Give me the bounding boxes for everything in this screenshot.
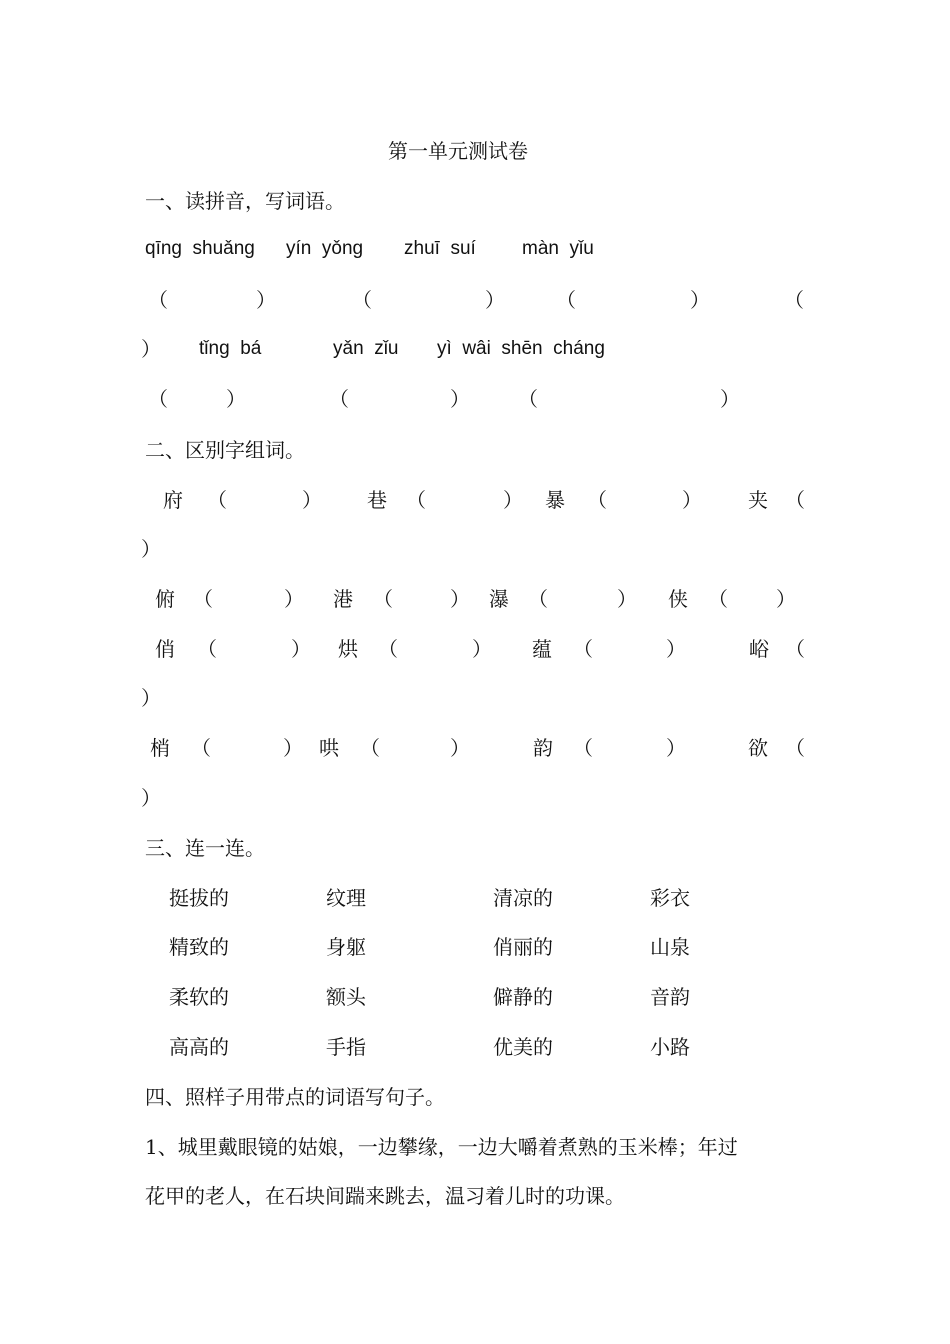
answer-blank-close: ） <box>141 337 161 361</box>
answer-blank-close: ） <box>720 387 740 411</box>
answer-blank-close: ） <box>141 686 161 710</box>
answer-blank-open[interactable]: （ <box>528 587 548 611</box>
pinyin-yan-ziu: yǎn zǐu <box>333 338 399 359</box>
answer-blank-open[interactable]: （ <box>784 288 804 312</box>
answer-blank-close: ） <box>682 488 702 512</box>
answer-blank-open[interactable]: （ <box>708 587 728 611</box>
answer-blank-close: ） <box>666 736 686 760</box>
answer-blank-open[interactable]: （ <box>193 587 213 611</box>
answer-blank-close: ） <box>450 736 470 760</box>
char-item: 烘 <box>338 637 358 661</box>
answer-blank-open[interactable]: （ <box>207 488 227 512</box>
pinyin-yin-yong: yín yǒng <box>286 238 364 259</box>
answer-blank-close: ） <box>690 288 710 312</box>
answer-blank-open[interactable]: （ <box>587 488 607 512</box>
char-item: 巷 <box>367 488 387 512</box>
answer-blank-open[interactable]: （ <box>406 488 426 512</box>
pinyin-qing-shuang: qīng shuǎng <box>145 238 255 259</box>
answer-blank-close: ） <box>485 288 505 312</box>
pinyin-yi-wai-shen-chang: yì wâi shēn cháng <box>437 338 605 359</box>
answer-blank-close: ） <box>450 587 470 611</box>
answer-blank-open[interactable]: （ <box>518 387 538 411</box>
pinyin-zhui-sui: zhuī suí <box>404 238 476 259</box>
answer-blank-open[interactable]: （ <box>573 736 593 760</box>
answer-blank-close: ） <box>776 587 796 611</box>
answer-blank-open[interactable]: （ <box>197 637 217 661</box>
answer-blank-close: ） <box>283 736 303 760</box>
answer-blank-close: ） <box>450 387 470 411</box>
match-word: 挺拔的 <box>169 886 229 910</box>
char-item: 俏 <box>155 637 175 661</box>
answer-blank-close: ） <box>666 637 686 661</box>
answer-blank-open[interactable]: （ <box>378 637 398 661</box>
answer-blank-open[interactable]: （ <box>191 736 211 760</box>
answer-blank-open[interactable]: （ <box>373 587 393 611</box>
pinyin-man-yiu: màn yǐu <box>522 238 594 259</box>
match-word: 手指 <box>326 1035 366 1059</box>
answer-blank-open[interactable]: （ <box>360 736 380 760</box>
answer-blank-close: ） <box>472 637 492 661</box>
match-word: 小路 <box>650 1035 690 1059</box>
match-word: 山泉 <box>650 935 690 959</box>
char-item: 府 <box>163 488 183 512</box>
match-word: 额头 <box>326 985 366 1009</box>
section-2-heading: 二、区别字组词。 <box>145 438 305 462</box>
answer-blank-close: ） <box>291 637 311 661</box>
answer-blank-close: ） <box>302 488 322 512</box>
answer-blank-close: ） <box>141 786 161 810</box>
char-item: 韵 <box>533 736 553 760</box>
match-word: 柔软的 <box>169 985 229 1009</box>
answer-blank-open[interactable]: （ <box>148 387 168 411</box>
answer-blank-open[interactable]: （ <box>352 288 372 312</box>
match-word: 优美的 <box>493 1035 553 1059</box>
answer-blank-open[interactable]: （ <box>148 288 168 312</box>
match-word: 彩衣 <box>650 886 690 910</box>
char-item: 梢 <box>150 736 170 760</box>
answer-blank-open[interactable]: （ <box>785 736 805 760</box>
section-1-heading: 一、读拼音，写词语。 <box>145 189 345 213</box>
answer-blank-open[interactable]: （ <box>573 637 593 661</box>
answer-blank-open[interactable]: （ <box>556 288 576 312</box>
char-item: 侠 <box>668 587 688 611</box>
section-4-heading: 四、照样子用带点的词语写句子。 <box>145 1085 445 1109</box>
answer-blank-close: ） <box>617 587 637 611</box>
match-word: 清凉的 <box>493 886 553 910</box>
char-item: 夹 <box>748 488 768 512</box>
example-sentence-line-2: 花甲的老人，在石块间踹来跳去，温习着儿时的功课。 <box>145 1184 625 1208</box>
match-word: 俏丽的 <box>493 935 553 959</box>
char-item: 欲 <box>748 736 768 760</box>
char-item: 俯 <box>155 587 175 611</box>
char-item: 暴 <box>545 488 565 512</box>
answer-blank-close: ） <box>503 488 523 512</box>
char-item: 峪 <box>749 637 769 661</box>
char-item: 港 <box>333 587 353 611</box>
answer-blank-close: ） <box>256 288 276 312</box>
section-3-heading: 三、连一连。 <box>145 836 265 860</box>
match-word: 音韵 <box>650 985 690 1009</box>
answer-blank-open[interactable]: （ <box>785 637 805 661</box>
pinyin-ting-ba: tǐng bá <box>199 338 262 359</box>
match-word: 高高的 <box>169 1035 229 1059</box>
example-sentence-line-1: 1、城里戴眼镜的姑娘，一边攀缘，一边大嚼着煮熟的玉米棒；年过 <box>145 1135 738 1159</box>
answer-blank-open[interactable]: （ <box>329 387 349 411</box>
page-title: 第一单元测试卷 <box>388 139 528 163</box>
char-item: 瀑 <box>489 587 509 611</box>
answer-blank-open[interactable]: （ <box>785 488 805 512</box>
match-word: 身躯 <box>326 935 366 959</box>
char-item: 蕴 <box>532 637 552 661</box>
answer-blank-close: ） <box>141 537 161 561</box>
answer-blank-close: ） <box>284 587 304 611</box>
char-item: 哄 <box>319 736 339 760</box>
match-word: 僻静的 <box>493 985 553 1009</box>
answer-blank-close: ） <box>226 387 246 411</box>
match-word: 纹理 <box>326 886 366 910</box>
match-word: 精致的 <box>169 935 229 959</box>
